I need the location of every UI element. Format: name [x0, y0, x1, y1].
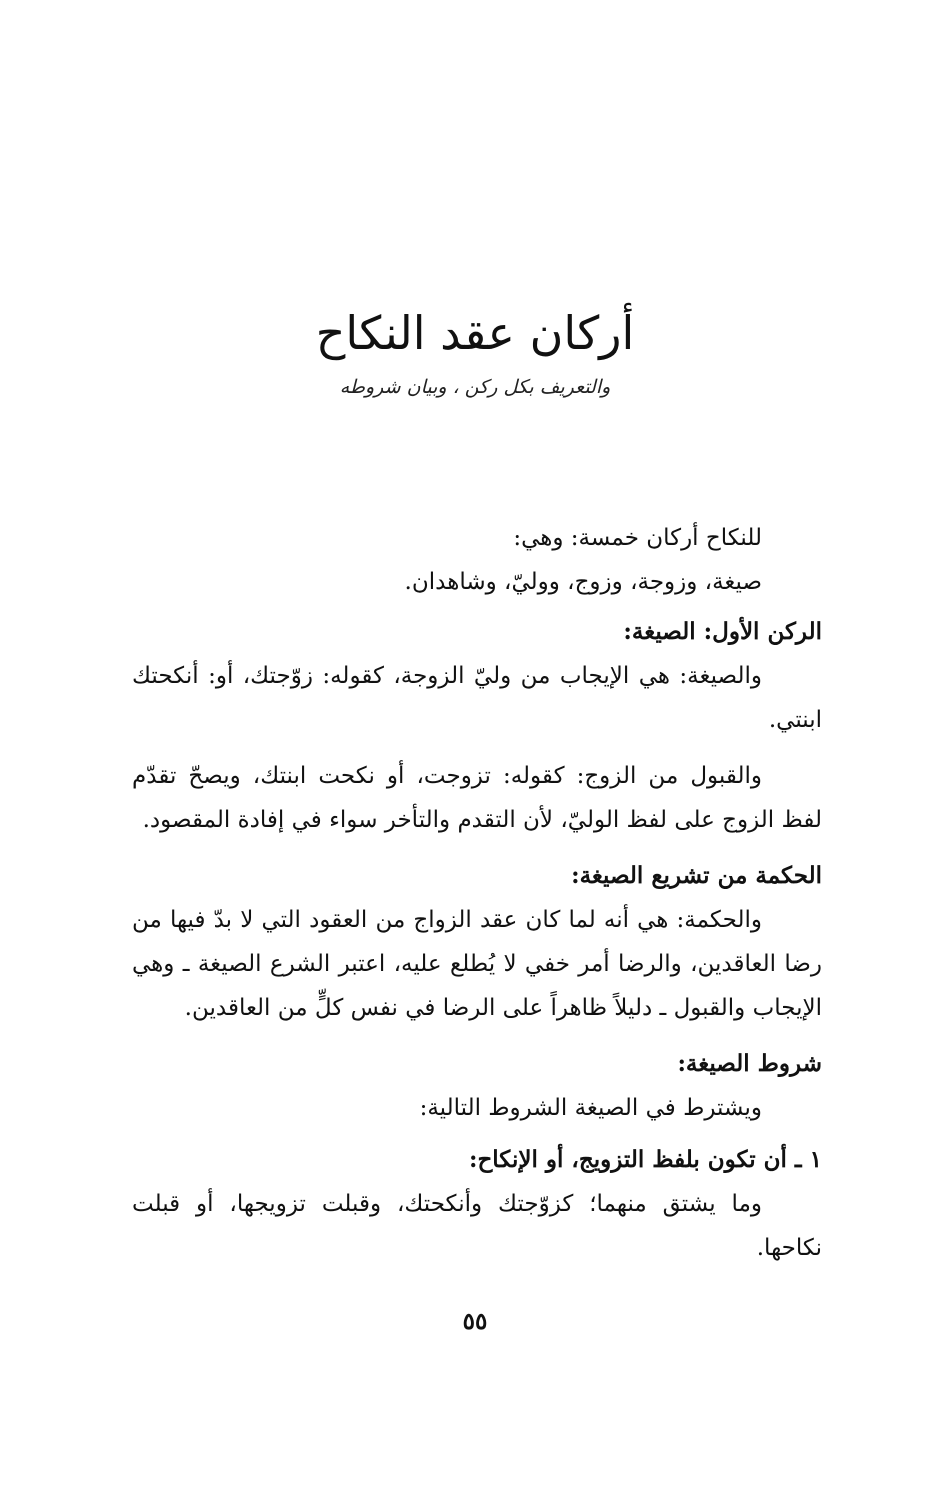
condition-heading-1: ١ ـ أن تكون بلفظ التزويج، أو الإنكاح: — [468, 1146, 822, 1173]
page-number: ٥٥ — [462, 1308, 488, 1335]
paragraph-conditions-intro: ويشترط في الصيغة الشروط التالية: — [419, 1095, 762, 1121]
pillars-list: صيغة، وزوجة، وزوج، ووليّ، وشاهدان. — [404, 569, 762, 595]
section-heading-pillar-one: الركن الأول: الصيغة: — [623, 618, 822, 645]
chapter-title: أركان عقد النكاح — [315, 306, 635, 360]
body-text — [132, 516, 822, 1270]
paragraph-wisdom: والحكمة: هي أنه لما كان عقد الزواج من العقود التي لا بدّ فيها من رضا العاقدين، والرضا أمر خفي لا يُطلع عليه، اعتبر الشرع الصيغة ـ وهي الإيجاب والقبول ـ دليلاً ظاهراً على الرضا في نفس كلٍّ من العاقدين. — [132, 907, 822, 1021]
chapter-subtitle: والتعريف بكل ركن ، وبيان شروطه — [339, 376, 611, 398]
intro-paragraph: للنكاح أركان خمسة: وهي: — [513, 525, 762, 551]
paragraph-condition-1: وما يشتق منهما؛ كزوّجتك وأنكحتك، وقبلت تزويجها، أو قبلت نكاحها. — [132, 1191, 822, 1261]
paragraph-sigha: والصيغة: هي الإيجاب من وليّ الزوجة، كقوله: زوّجتك، أو: أنكحتك ابنتي. — [132, 663, 822, 733]
section-heading-conditions: شروط الصيغة: — [677, 1050, 822, 1077]
section-heading-wisdom: الحكمة من تشريع الصيغة: — [571, 862, 822, 889]
paragraph-qabul: والقبول من الزوج: كقوله: تزوجت، أو نكحت ابنتك، ويصحّ تقدّم لفظ الزوج على لفظ الوليّ، لأن التقدم والتأخر سواء في إفادة المقصود. — [132, 763, 822, 833]
